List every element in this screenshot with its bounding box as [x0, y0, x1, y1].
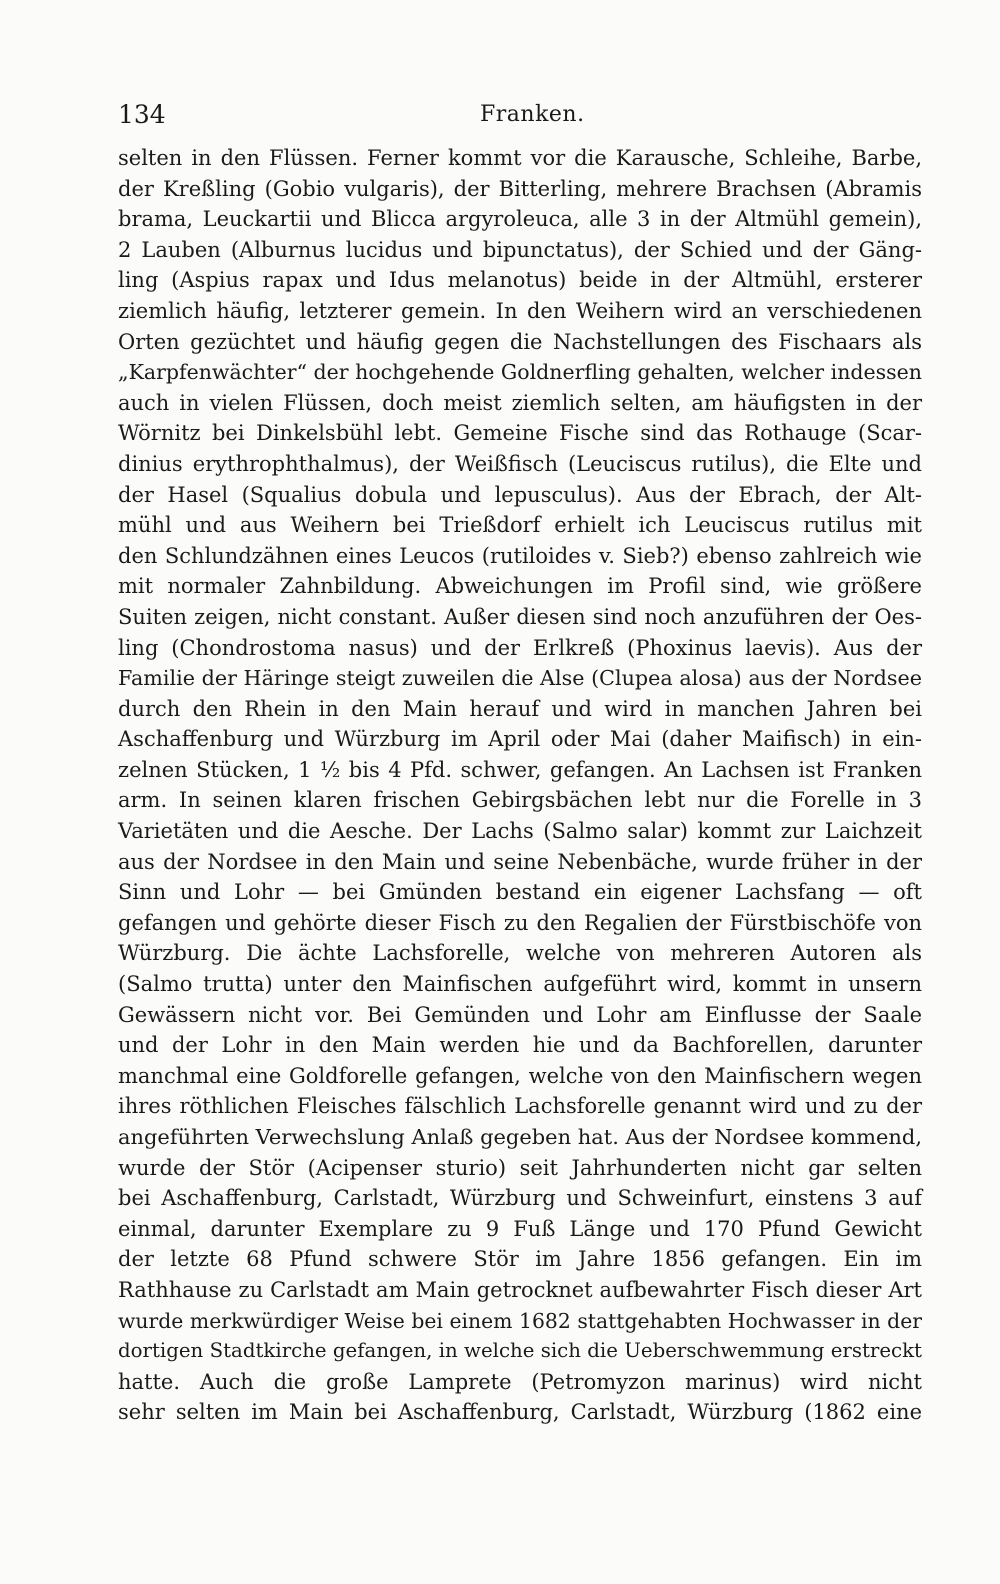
- page-header: [118, 100, 918, 130]
- text-line: 2 Lauben (Alburnus lucidus und bipunctatus), der Schied und der Gäng-: [118, 237, 922, 262]
- text-line: dortigen Stadtkirche gefangen, in welche sich die Ueberschwemmung erstreckt: [118, 1339, 922, 1363]
- text-line: Orten gezüchtet und häufig gegen die Nachstellungen des Fischaars als: [118, 329, 922, 354]
- text-line: mühl und aus Weihern bei Trießdorf erhielt ich Leuciscus rutilus mit: [118, 513, 922, 538]
- text-line: arm. In seinen klaren frischen Gebirgsbächen lebt nur die Forelle in 3: [118, 788, 922, 813]
- text-line: Varietäten und die Aesche. Der Lachs (Salmo salar) kommt zur Laichzeit: [118, 819, 922, 844]
- text-line: bei Aschaffenburg, Carlstadt, Würzburg und Schweinfurt, einstens 3 auf: [118, 1186, 922, 1211]
- text-line: (Salmo trutta) unter den Mainfischen aufgeführt wird, kommt in unsern: [118, 972, 922, 997]
- text-line: sehr selten im Main bei Aschaffenburg, Carlstadt, Würzburg (1862 eine: [118, 1400, 922, 1425]
- text-line: der Hasel (Squalius dobula und lepusculus). Aus der Ebrach, der Alt-: [118, 482, 922, 507]
- body-text: [118, 143, 922, 1428]
- text-line: ling (Chondrostoma nasus) und der Erlkreß (Phoxinus laevis). Aus der: [118, 635, 922, 660]
- text-line: einmal, darunter Exemplare zu 9 Fuß Länge und 170 Pfund Gewicht: [118, 1216, 922, 1241]
- text-line: Familie der Häringe steigt zuweilen die Alse (Clupea alosa) aus der Nordsee: [118, 666, 922, 691]
- text-line: zelnen Stücken, 1 ½ bis 4 Pfd. schwer, gefangen. An Lachsen ist Franken: [118, 757, 922, 782]
- text-line: Rathhause zu Carlstadt am Main getrocknet aufbewahrter Fisch dieser Art: [118, 1277, 922, 1302]
- text-line: selten in den Flüssen. Ferner kommt vor die Karausche, Schleihe, Barbe,: [118, 146, 922, 170]
- text-line: wurde der Stör (Acipenser sturio) seit Jahrhunderten nicht gar selten: [118, 1155, 922, 1180]
- text-line: dinius erythrophthalmus), der Weißfisch (Leuciscus rutilus), die Elte und: [118, 451, 922, 476]
- text-line: Würzburg. Die ächte Lachsforelle, welche von mehreren Autoren als: [118, 941, 922, 966]
- text-line: Sinn und Lohr — bei Gmünden bestand ein eigener Lachsfang — oft: [118, 880, 922, 905]
- text-line: brama, Leuckartii und Blicca argyroleuca, alle 3 in der Altmühl gemein),: [118, 207, 922, 232]
- text-line: angeführten Verwechslung Anlaß gegeben hat. Aus der Nordsee kommend,: [118, 1125, 922, 1149]
- text-line: manchmal eine Goldforelle gefangen, welche von den Mainfischern wegen: [118, 1063, 922, 1088]
- text-line: den Schlundzähnen eines Leucos (rutiloides v. Sieb?) ebenso zahlreich wie: [118, 543, 922, 568]
- text-line: Suiten zeigen, nicht constant. Außer diesen sind noch anzuführen der Oes-: [118, 604, 922, 629]
- text-line: durch den Rhein in den Main herauf und wird in manchen Jahren bei: [118, 696, 922, 721]
- text-line: gefangen und gehörte dieser Fisch zu den Regalien der Fürstbischöfe von: [118, 910, 922, 935]
- text-line: wurde merkwürdiger Weise bei einem 1682 stattgehabten Hochwasser in der: [118, 1308, 922, 1333]
- text-line: der letzte 68 Pfund schwere Stör im Jahre 1856 gefangen. Ein im: [118, 1247, 922, 1272]
- text-line: Aschaffenburg und Würzburg im April oder Mai (daher Maifisch) in ein-: [118, 727, 922, 752]
- text-line: der Kreßling (Gobio vulgaris), der Bitterling, mehrere Brachsen (Abramis: [118, 176, 922, 201]
- text-line: ling (Aspius rapax und Idus melanotus) beide in der Altmühl, ersterer: [118, 268, 922, 293]
- text-line: hatte. Auch die große Lamprete (Petromyzon marinus) wird nicht: [118, 1369, 922, 1394]
- text-line: Gewässern nicht vor. Bei Gemünden und Lohr am Einflusse der Saale: [118, 1002, 922, 1027]
- text-line: und der Lohr in den Main werden hie und da Bachforellen, darunter: [118, 1033, 922, 1058]
- page-number: 134: [118, 100, 166, 129]
- text-line: mit normaler Zahnbildung. Abweichungen im Profil sind, wie größere: [118, 574, 922, 599]
- text-line: aus der Nordsee in den Main und seine Nebenbäche, wurde früher in der: [118, 849, 922, 874]
- text-line: ziemlich häufig, letzterer gemein. In den Weihern wird an verschiedenen: [118, 298, 922, 323]
- text-line: Wörnitz bei Dinkelsbühl lebt. Gemeine Fische sind das Rothauge (Scar-: [118, 421, 922, 446]
- text-line: ihres röthlichen Fleisches fälschlich Lachsforelle genannt wird und zu der: [118, 1094, 922, 1119]
- text-line: auch in vielen Flüssen, doch meist ziemlich selten, am häufigsten in der: [118, 390, 922, 415]
- running-head: Franken.: [480, 102, 585, 127]
- text-line: „Karpfenwächter“ der hochgehende Goldnerfling gehalten, welcher indessen: [118, 360, 922, 385]
